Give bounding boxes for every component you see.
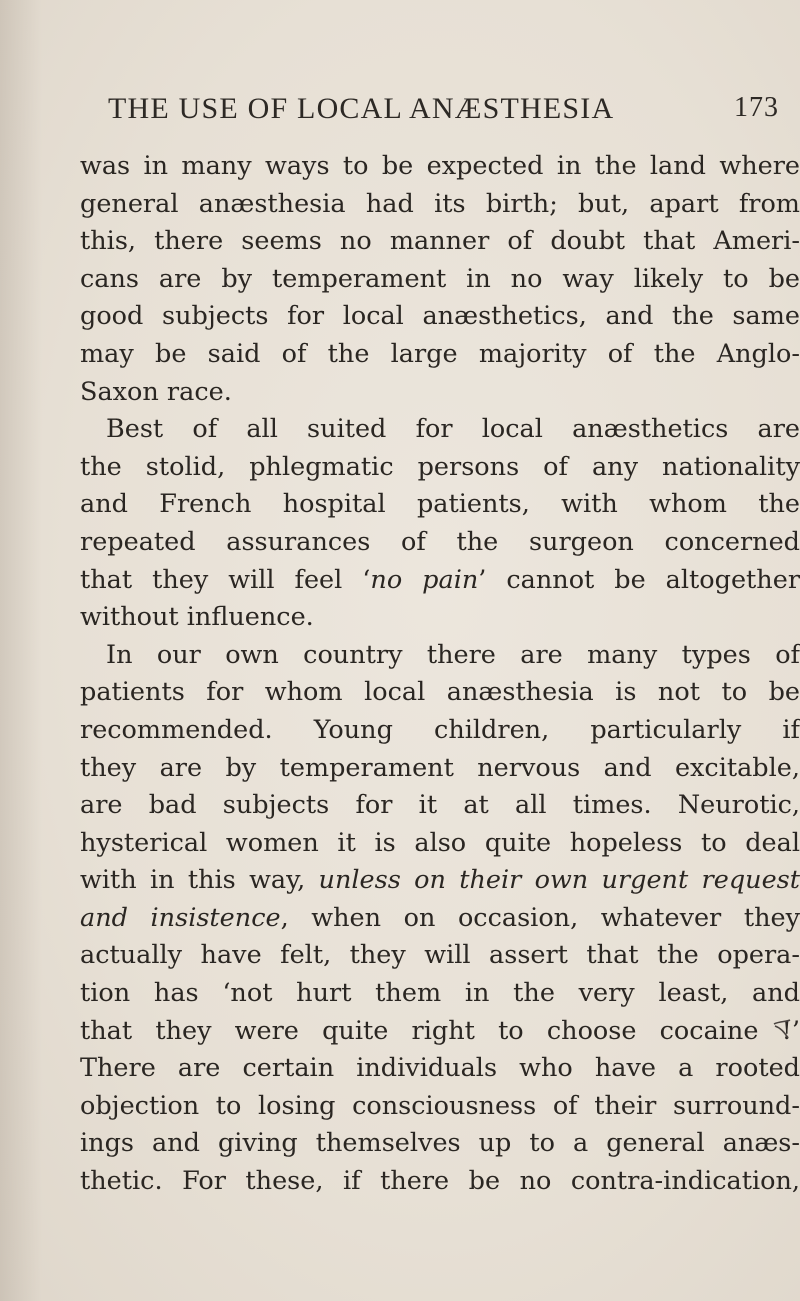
text-line: this, there seems no manner of doubt that Ameri- bbox=[80, 226, 800, 257]
text-line: are bad subjects for it at all times. Neurotic, bbox=[80, 790, 800, 821]
text-line: cans are by temperament in no way likely to be bbox=[80, 263, 800, 294]
text-run: that they will feel ‘ bbox=[80, 564, 371, 595]
text-line: Saxon race. bbox=[80, 376, 232, 407]
page-number: 173 bbox=[734, 92, 779, 123]
text-line: tion has ‘not hurt them in the very least, and bbox=[80, 978, 800, 1009]
text-line: ings and giving themselves up to a general anæs- bbox=[80, 1128, 800, 1159]
running-head-title: THE USE OF LOCAL ANÆSTHESIA bbox=[108, 92, 615, 125]
text-line-mixed bbox=[80, 900, 800, 938]
text-line: general anæsthesia had its birth; but, apart from bbox=[80, 188, 800, 219]
text-line: they are by temperament nervous and excitable, bbox=[80, 752, 800, 783]
margin-pencil-mark bbox=[772, 1018, 792, 1040]
body-text bbox=[80, 148, 800, 1201]
text-run: , when on occasion, whatever they bbox=[280, 902, 800, 933]
text-line-mixed bbox=[80, 562, 800, 600]
text-line: In our own country there are many types of bbox=[106, 639, 800, 670]
text-line: objection to losing consciousness of their surround- bbox=[80, 1090, 800, 1121]
running-head bbox=[108, 92, 798, 132]
italic-run: no pain bbox=[370, 564, 479, 595]
text-line: actually have felt, they will assert that the opera- bbox=[80, 940, 800, 971]
text-line: may be said of the large majority of the Anglo- bbox=[80, 338, 800, 369]
text-line: hysterical women it is also quite hopeless to deal bbox=[80, 827, 800, 858]
text-line: thetic. For these, if there be no contra-indication, bbox=[80, 1166, 800, 1197]
text-line: repeated assurances of the surgeon concerned bbox=[80, 526, 800, 557]
text-run: ’ cannot be altogether bbox=[478, 564, 800, 595]
text-run: with in this way, bbox=[80, 865, 319, 896]
text-line: recommended. Young children, particularly if bbox=[80, 714, 800, 745]
text-line: and French hospital patients, with whom the bbox=[80, 489, 800, 520]
text-line-mixed bbox=[80, 862, 800, 900]
text-line: was in many ways to be expected in the land where bbox=[80, 151, 800, 181]
text-line: without influence. bbox=[80, 602, 314, 633]
gutter-shadow bbox=[0, 0, 42, 1301]
text-line: good subjects for local anæsthetics, and the same bbox=[80, 301, 800, 332]
text-line: that they were quite right to choose cocaine !’ bbox=[80, 1015, 800, 1046]
italic-run: unless on their own urgent request bbox=[318, 865, 800, 896]
text-line: There are certain individuals who have a rooted bbox=[80, 1053, 800, 1084]
italic-run: and insistence bbox=[80, 902, 281, 933]
text-line: the stolid, phlegmatic persons of any nationality bbox=[80, 451, 800, 482]
text-line: patients for whom local anæsthesia is not to be bbox=[80, 677, 800, 708]
text-line: Best of all suited for local anæsthetics are bbox=[106, 414, 800, 445]
